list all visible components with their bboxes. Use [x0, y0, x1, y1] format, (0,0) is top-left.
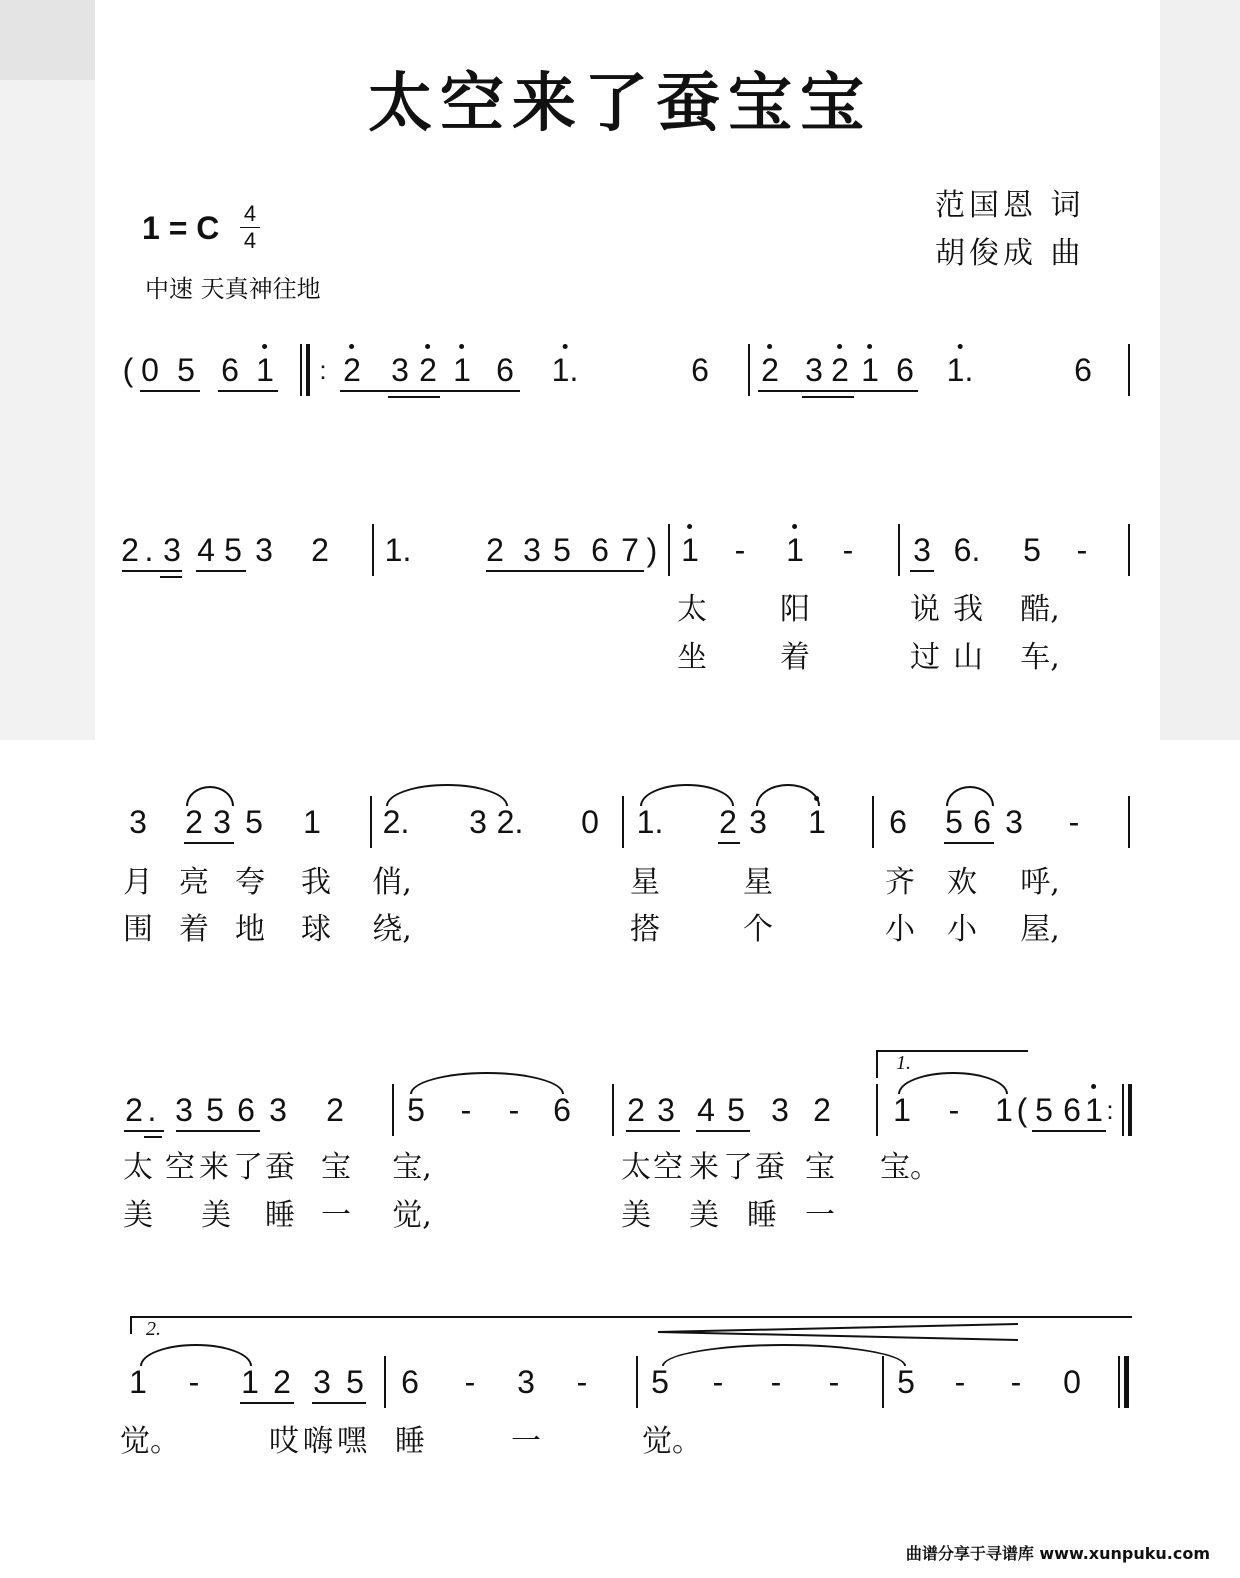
lyric: 宝	[321, 1150, 351, 1185]
lyric: 太	[677, 592, 707, 627]
note: 0	[141, 352, 159, 388]
lyric: 阳	[780, 592, 810, 627]
note: -	[734, 532, 746, 568]
decrescendo-hairpin-icon	[658, 1322, 1018, 1342]
lyric: 呼,	[1020, 865, 1060, 900]
barline	[1128, 796, 1130, 848]
note: 3	[523, 532, 541, 568]
note: 3	[749, 804, 767, 840]
note: 1	[241, 1364, 259, 1400]
note: 2	[343, 350, 361, 390]
lyric: 星	[630, 865, 660, 900]
underline	[486, 570, 644, 572]
barline	[1128, 344, 1130, 396]
note: -	[712, 1364, 724, 1400]
lyric: 宝	[805, 1150, 835, 1185]
slur	[640, 784, 734, 806]
note: 5	[177, 352, 195, 388]
note: -	[828, 1364, 840, 1400]
lyric: 个	[743, 912, 773, 947]
repeat-start-barline	[306, 344, 310, 396]
lyric: 屋,	[1020, 912, 1060, 947]
note: 5	[206, 1092, 224, 1128]
note: 1	[129, 1364, 147, 1400]
note: -	[188, 1364, 200, 1400]
note: 6	[237, 1092, 255, 1128]
note: .	[147, 1092, 157, 1128]
barline	[898, 524, 900, 576]
lyric: 月	[123, 865, 153, 900]
slur	[186, 786, 234, 806]
note: 6	[691, 352, 709, 388]
note: 6	[1063, 1092, 1081, 1128]
lyric: 星	[743, 865, 773, 900]
underline	[184, 842, 234, 844]
underline	[802, 396, 854, 398]
note: 0	[1063, 1364, 1081, 1400]
final-barline-thick	[1124, 1356, 1129, 1408]
lyric: 美	[689, 1198, 719, 1233]
lyric: 一	[321, 1198, 351, 1233]
note: -	[576, 1364, 588, 1400]
barline	[300, 344, 302, 396]
note: -	[508, 1092, 520, 1128]
note: 2	[761, 350, 779, 390]
note: (	[122, 352, 134, 388]
lyric: 太	[123, 1150, 153, 1185]
lyric: 我	[953, 592, 983, 627]
barline	[612, 1084, 614, 1136]
lyric: 来	[199, 1150, 229, 1185]
note: 6	[896, 352, 914, 388]
lyric: 亮	[179, 865, 209, 900]
lyric: 地	[235, 912, 265, 947]
note: 6	[553, 1092, 571, 1128]
lyric: 围	[123, 912, 153, 947]
lyric: 觉,	[392, 1198, 432, 1233]
note: -	[1010, 1364, 1022, 1400]
lyric: 绕,	[372, 912, 412, 947]
lyric: 太	[621, 1150, 651, 1185]
note: 5	[245, 804, 263, 840]
lyric: 酷,	[1020, 592, 1060, 627]
lyric: 觉。	[642, 1424, 702, 1459]
note: 3	[517, 1364, 535, 1400]
note: 1	[861, 350, 879, 390]
note: 5	[346, 1364, 364, 1400]
lyric: 小	[885, 912, 915, 947]
note: 0	[581, 804, 599, 840]
note: 3	[163, 532, 181, 568]
lyric: 睡	[395, 1424, 425, 1459]
note: -	[1068, 804, 1080, 840]
note: .	[144, 532, 154, 568]
note: 5	[407, 1092, 425, 1128]
key-signature: 1 = C	[142, 210, 220, 246]
barline	[384, 1356, 386, 1408]
note: 6.	[953, 532, 981, 568]
lyric: 齐	[885, 865, 915, 900]
time-signature	[240, 202, 260, 253]
barline	[372, 524, 374, 576]
note: 2	[813, 1092, 831, 1128]
underline	[758, 390, 918, 392]
slur	[946, 786, 994, 806]
lyric: 了	[233, 1150, 263, 1185]
note: 1	[893, 1092, 911, 1128]
note: 3	[255, 532, 273, 568]
lyric: 说	[910, 592, 940, 627]
lyric: 睡	[747, 1198, 777, 1233]
note: 1.	[384, 532, 412, 568]
note: 5	[224, 532, 242, 568]
note: 2.	[496, 804, 524, 840]
barline	[748, 344, 750, 396]
note: 2	[326, 1092, 344, 1128]
note: 3	[469, 804, 487, 840]
underline	[312, 1402, 366, 1404]
note: 6	[496, 352, 514, 388]
underline	[124, 1130, 164, 1132]
note: 1.	[636, 804, 664, 840]
underline	[240, 1402, 294, 1404]
lyric: 嘿	[337, 1424, 367, 1459]
note: 2	[185, 804, 203, 840]
lyric: 觉。	[120, 1424, 180, 1459]
note: 2	[831, 350, 849, 390]
underline	[696, 1130, 750, 1132]
note: -	[464, 1364, 476, 1400]
note: 5	[553, 532, 571, 568]
note: 3	[913, 532, 931, 568]
note: 5	[727, 1092, 745, 1128]
repeat-dots: :	[319, 355, 327, 385]
lyric: 宝,	[392, 1150, 432, 1185]
final-barline	[1118, 1356, 1120, 1408]
note: 3	[657, 1092, 675, 1128]
underline	[944, 842, 994, 844]
note: 2	[486, 532, 504, 568]
lyric: 蚕	[755, 1150, 785, 1185]
note: 1.	[947, 350, 974, 390]
note: )	[646, 532, 658, 568]
note: 3	[1005, 804, 1023, 840]
lyric: 坐	[677, 640, 707, 675]
note: 1	[808, 802, 826, 842]
note: 1	[303, 804, 321, 840]
note: 1	[681, 530, 699, 570]
underline	[144, 1136, 162, 1138]
note: 6	[221, 352, 239, 388]
barline	[636, 1356, 638, 1408]
note: 2	[125, 1092, 143, 1128]
note: 6	[401, 1364, 419, 1400]
note: 1	[786, 530, 804, 570]
lyric: 哎	[269, 1424, 299, 1459]
lyric: 美	[201, 1198, 231, 1233]
note: 1	[256, 350, 274, 390]
note: 6	[591, 532, 609, 568]
lyric: 俏,	[372, 865, 412, 900]
lyric: 宝。	[880, 1150, 940, 1185]
underline	[122, 570, 182, 572]
barline	[872, 796, 874, 848]
lyric: 过	[910, 640, 940, 675]
note: 4	[697, 1092, 715, 1128]
note: 1	[995, 1092, 1013, 1128]
lyric: 蚕	[265, 1150, 295, 1185]
underline	[176, 1130, 260, 1132]
lyric: 搭	[630, 912, 660, 947]
note: -	[954, 1364, 966, 1400]
barline	[370, 796, 372, 848]
note: 1.	[552, 350, 579, 390]
repeat-end-barline-thick	[1128, 1084, 1132, 1136]
note: 6	[973, 804, 991, 840]
decrescendo-mark	[658, 1322, 1018, 1342]
underline	[388, 396, 440, 398]
lyric: 一	[511, 1424, 541, 1459]
score-row-4	[0, 1090, 1240, 1150]
repeat-dots: :	[1106, 1095, 1114, 1125]
underline	[1032, 1130, 1106, 1132]
underline	[910, 570, 934, 572]
lyric: 美	[621, 1198, 651, 1233]
repeat-end-barline	[1122, 1084, 1124, 1136]
score-row-3	[0, 802, 1240, 862]
slur	[662, 1344, 906, 1366]
note: 3	[269, 1092, 287, 1128]
note: 5	[1023, 532, 1041, 568]
lyric: 球	[301, 912, 331, 947]
lyric: 睡	[265, 1198, 295, 1233]
lyricist-credit: 范国恩 词	[935, 188, 1085, 223]
note: 2	[311, 532, 329, 568]
lyric: 空	[653, 1150, 683, 1185]
slur	[410, 1072, 564, 1094]
lyric: 夸	[235, 865, 265, 900]
scan-shade-bottom	[0, 1486, 1240, 1578]
second-ending-number: 2.	[146, 1318, 161, 1340]
lyric: 小	[947, 912, 977, 947]
note: 5	[651, 1364, 669, 1400]
slur	[386, 784, 508, 806]
note: 7	[621, 532, 639, 568]
lyric: 美	[123, 1198, 153, 1233]
score-row-1	[0, 350, 1240, 410]
note: (	[1016, 1092, 1028, 1128]
barline	[876, 1084, 878, 1136]
note: 3	[805, 352, 823, 388]
score-row-5	[0, 1362, 1240, 1422]
note: 2	[719, 804, 737, 840]
note: 2	[419, 350, 437, 390]
note: 1	[453, 350, 471, 390]
time-signature-bottom: 4	[243, 228, 257, 253]
barline	[392, 1084, 394, 1136]
note: 2	[273, 1364, 291, 1400]
note: 2.	[382, 804, 410, 840]
note: 6	[889, 804, 907, 840]
underline	[140, 390, 200, 392]
lyric: 一	[805, 1198, 835, 1233]
barline	[622, 796, 624, 848]
underline	[718, 842, 740, 844]
note: 2	[121, 532, 139, 568]
note: -	[460, 1092, 472, 1128]
note: 3	[391, 352, 409, 388]
song-title: 太空来了蚕宝宝	[368, 66, 872, 141]
note: 3	[175, 1092, 193, 1128]
note: 6	[1074, 352, 1092, 388]
footer-credit: 曲谱分享于寻谱库 www.xunpuku.com	[905, 1544, 1210, 1563]
score-row-2	[0, 530, 1240, 590]
scan-shade-left-edge	[0, 80, 95, 740]
note: -	[842, 532, 854, 568]
lyric: 嗨	[303, 1424, 333, 1459]
note: 3	[771, 1092, 789, 1128]
note: 4	[197, 532, 215, 568]
slur	[756, 784, 820, 806]
note: 3	[129, 804, 147, 840]
note: -	[948, 1092, 960, 1128]
underline	[340, 390, 520, 392]
note: 3	[313, 1364, 331, 1400]
slur	[140, 1344, 252, 1366]
lyric: 山	[953, 640, 983, 675]
tempo-marking: 中速 天真神往地	[145, 275, 321, 303]
lyric: 欢	[947, 865, 977, 900]
note: 5	[897, 1364, 915, 1400]
lyric: 我	[301, 865, 331, 900]
underline	[626, 1130, 680, 1132]
underline	[160, 576, 182, 578]
note: 5	[1035, 1092, 1053, 1128]
lyric: 着	[179, 912, 209, 947]
note: -	[1076, 532, 1088, 568]
barline	[668, 524, 670, 576]
note: 3	[213, 804, 231, 840]
note: 1	[1085, 1090, 1103, 1130]
lyric: 车,	[1020, 640, 1060, 675]
underline	[218, 390, 278, 392]
lyric: 空	[165, 1150, 195, 1185]
time-signature-top: 4	[243, 201, 257, 226]
first-ending-number: 1.	[896, 1052, 911, 1074]
lyric: 来	[689, 1150, 719, 1185]
underline	[196, 570, 246, 572]
composer-credit: 胡俊成 曲	[935, 236, 1085, 271]
note: 2	[627, 1092, 645, 1128]
lyric: 着	[780, 640, 810, 675]
note: 5	[945, 804, 963, 840]
barline	[1128, 524, 1130, 576]
note: -	[770, 1364, 782, 1400]
lyric: 了	[723, 1150, 753, 1185]
